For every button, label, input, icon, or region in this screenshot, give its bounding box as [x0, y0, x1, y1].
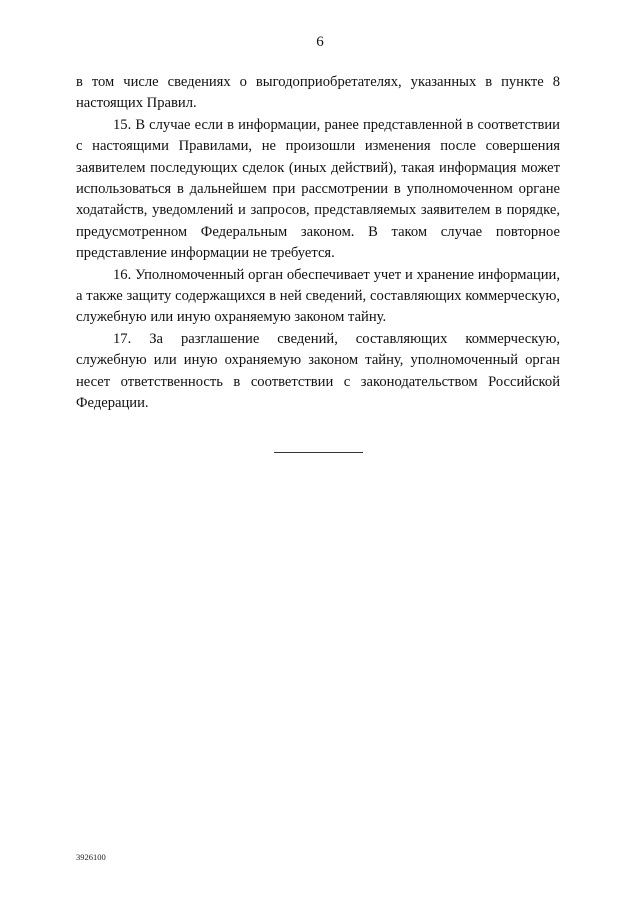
paragraph-continuation: в том числе сведениях о выгодоприобретателях, указанных в пункте 8 настоящих Правил.	[76, 74, 560, 112]
document-body	[76, 72, 560, 415]
page-number: 6	[316, 34, 324, 50]
section-end-divider	[274, 452, 363, 453]
document-code: 3926100	[76, 852, 106, 862]
paragraph-item-16: 16. Уполномоченный орган обеспечивает учет и хранение информации, а также защиту содержащихся в ней сведений, составляющих коммерческую, служебную или иную охраняемую законом тайну.	[76, 266, 560, 326]
paragraph-item-17: 17. За разглашение сведений, составляющих коммерческую, служебную или иную охраняемую законом тайну, уполномоченный орган несет ответственность в соответствии с законодательством Российской Федерации.	[76, 330, 560, 412]
paragraph-item-15: 15. В случае если в информации, ранее представленной в соответствии с настоящими Правилами, не произошли изменения после совершения заявителем последующих сделок (иных действий), такая информация может использоваться в дальнейшем при рассмотрении в уполномоченном органе ходатайств, уведомлений и запросов, представляемых заявителем в порядке, предусмотренном Федеральным законом. В таком случае повторное представление информации не требуется.	[76, 116, 560, 262]
